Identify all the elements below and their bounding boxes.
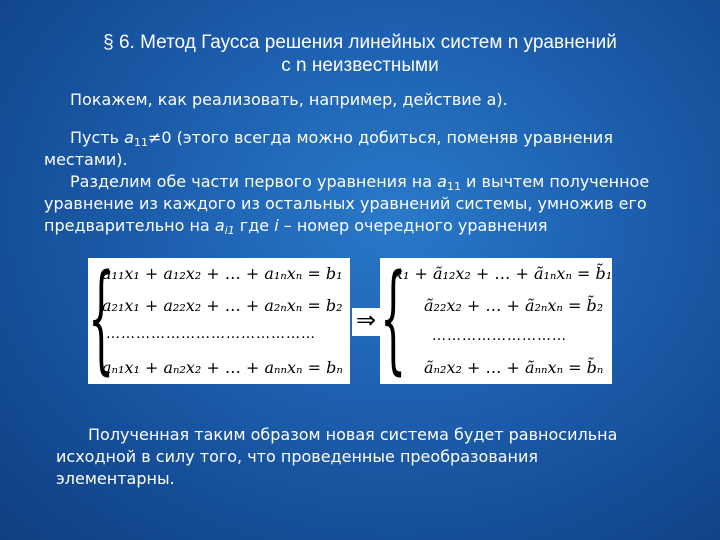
conclusion-line3: элементарны. xyxy=(56,469,175,488)
left-brace: { xyxy=(88,248,115,386)
para1-sub: 11 xyxy=(133,136,148,149)
system-right-dots: ……………………… xyxy=(432,328,567,344)
system-left-row2: a₂₁x₁ + a₂₂x₂ + … + a₂ₙxₙ = b₂ xyxy=(102,296,343,315)
implies-box xyxy=(352,308,382,336)
system-left-row1: a₁₁x₁ + a₁₂x₂ + … + a₁ₙxₙ = b₁ xyxy=(102,264,343,283)
conclusion-line1: Полученная таким образом новая система будет равносильна xyxy=(88,425,618,444)
para1-line2: местами). xyxy=(44,150,128,169)
system-left-dots: …………………………………… xyxy=(106,326,316,342)
implies-arrow-icon: ⇒ xyxy=(356,306,377,334)
original-system xyxy=(88,248,350,386)
para2-l3-i: i xyxy=(274,216,279,235)
para2-line2: уравнение из каждого из остальных уравнений системы, умножив его xyxy=(44,194,647,213)
para2-l3-rest: – номер очередного уравнения xyxy=(278,216,548,235)
right-brace: { xyxy=(380,248,407,386)
para2-l3-var: a xyxy=(214,216,225,235)
para2-sub: 11 xyxy=(446,180,461,193)
para2-l3-sub: i1 xyxy=(224,224,235,237)
para1-var: a xyxy=(124,128,134,147)
conclusion-line2: исходной в силу того, что проведенные преобразования xyxy=(56,447,539,466)
system-right-row1: x₁ + ã₁₂x₂ + … + ã₁ₙxₙ = b̃₁ xyxy=(394,264,613,283)
slide-title-line2: с n неизвестными xyxy=(281,55,439,76)
para2-l3-mid: где xyxy=(234,216,275,235)
slide-title-line1: § 6. Метод Гаусса решения линейных систем n уравнений xyxy=(103,32,617,53)
system-left-row4: aₙ₁x₁ + aₙ₂x₂ + … + aₙₙxₙ = bₙ xyxy=(102,358,343,377)
para2-line3 xyxy=(44,216,548,241)
para2-prefix: Разделим обе части первого уравнения на xyxy=(70,172,438,191)
system-right-row2: ã₂₂x₂ + … + ã₂ₙxₙ = b̃₂ xyxy=(424,296,604,315)
intro-text: Покажем, как реализовать, например, действие а). xyxy=(70,90,508,109)
para1-line1 xyxy=(70,128,613,153)
para1-rest: ≠0 (этого всегда можно добиться, поменяв уравнения xyxy=(147,128,613,147)
transformed-system xyxy=(380,248,613,386)
para1-prefix: Пусть xyxy=(70,128,125,147)
para2-l3-prefix: предварительно на xyxy=(44,216,215,235)
system-right-row4: ãₙ₂x₂ + … + ãₙₙxₙ = b̃ₙ xyxy=(424,358,604,377)
para2-rest: и вычтем полученное xyxy=(460,172,650,191)
para2-var: a xyxy=(437,172,447,191)
